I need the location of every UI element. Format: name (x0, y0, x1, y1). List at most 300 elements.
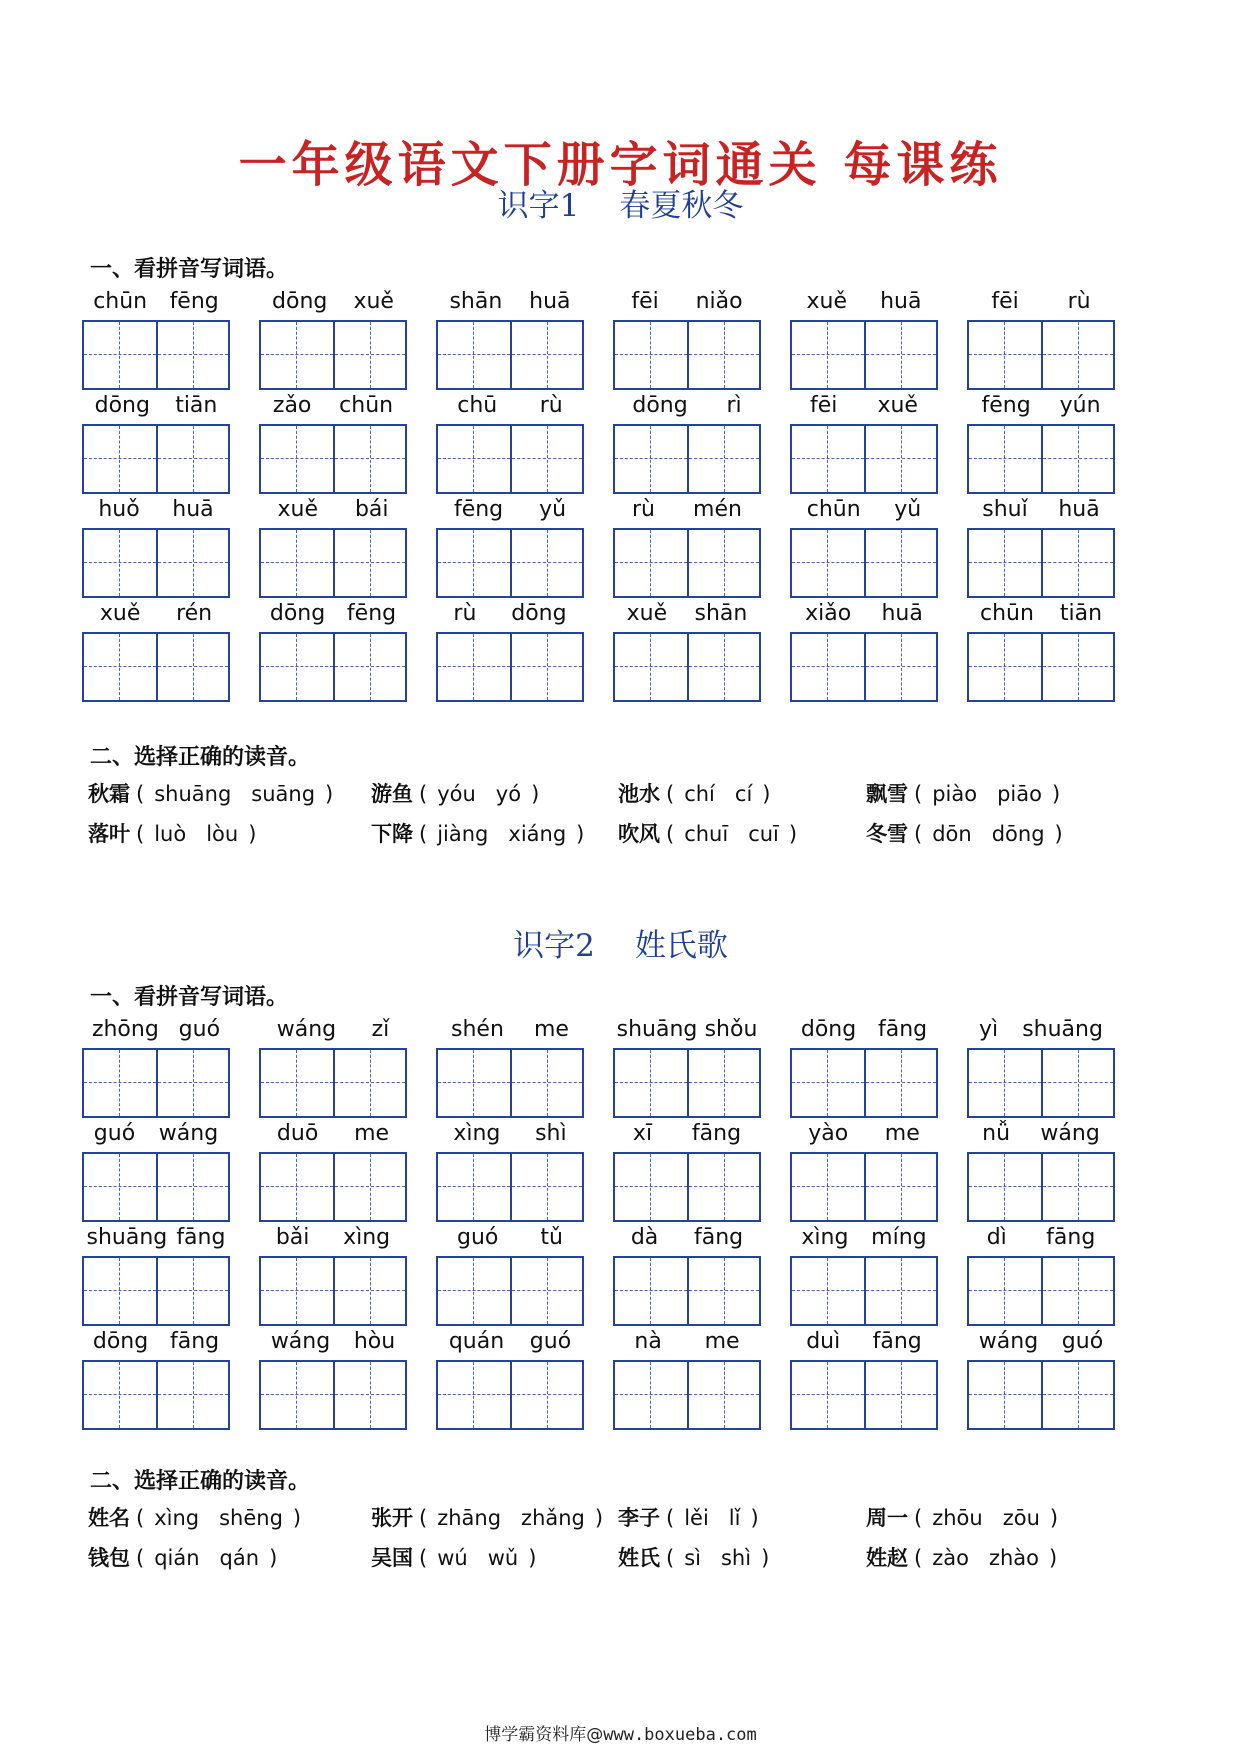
tianzige-cell[interactable] (84, 426, 156, 492)
choice-row (88, 818, 1148, 848)
pinyin-syllable: fēi (991, 288, 1019, 314)
pinyin-option[interactable]: sì (684, 1546, 701, 1570)
tianzige-cell[interactable] (510, 1154, 582, 1220)
writing-boxes[interactable] (967, 320, 1115, 390)
tianzige-cell[interactable] (969, 1362, 1041, 1428)
pinyin-option[interactable]: piào (932, 782, 978, 806)
tianzige-cell[interactable] (864, 634, 936, 700)
tianzige-cell[interactable] (156, 1050, 228, 1116)
tianzige-cell[interactable] (510, 634, 582, 700)
tianzige-cell[interactable] (687, 1258, 759, 1324)
tianzige-cell[interactable] (261, 530, 333, 596)
pinyin-syllable: xuě (99, 600, 141, 626)
writing-boxes[interactable] (82, 1048, 230, 1118)
tianzige-cell[interactable] (510, 1362, 582, 1428)
tianzige-cell[interactable] (333, 1258, 405, 1324)
word-item (259, 1222, 407, 1324)
tianzige-cell[interactable] (333, 426, 405, 492)
word-item (436, 598, 584, 700)
writing-boxes[interactable] (967, 1152, 1115, 1222)
choice-item: 吴国 ( wú wǔ ) (371, 1546, 537, 1570)
pinyin-syllable: me (704, 1328, 740, 1354)
tianzige-cell[interactable] (510, 426, 582, 492)
tianzige-cell[interactable] (615, 426, 687, 492)
tianzige-cell[interactable] (84, 1050, 156, 1116)
pinyin-label (259, 1014, 407, 1044)
word-item (82, 1014, 230, 1116)
tianzige-cell[interactable] (1041, 1362, 1113, 1428)
tianzige-cell[interactable] (510, 530, 582, 596)
pinyin-syllable: wáng (158, 1120, 219, 1146)
tianzige-cell[interactable] (864, 1258, 936, 1324)
writing-boxes[interactable] (82, 632, 230, 702)
tianzige-cell[interactable] (864, 322, 936, 388)
tianzige-cell[interactable] (261, 1258, 333, 1324)
pinyin-option[interactable]: zhào (988, 1546, 1040, 1570)
pinyin-syllable: dōng (632, 392, 688, 418)
pinyin-label (790, 1326, 938, 1356)
writing-boxes[interactable] (790, 1256, 938, 1326)
pinyin-label (259, 1118, 407, 1148)
pinyin-option[interactable]: luò (154, 822, 187, 846)
writing-boxes[interactable] (790, 1152, 938, 1222)
pinyin-syllable: tǔ (540, 1224, 563, 1250)
tianzige-cell[interactable] (615, 1258, 687, 1324)
footer-site: 博学霸资料库@ (484, 1725, 604, 1745)
pinyin-syllable: quán (448, 1328, 505, 1354)
choice-item: 游鱼 ( yóu yó ) (371, 782, 540, 806)
pinyin-option[interactable]: suāng (251, 782, 316, 806)
word-item (790, 1222, 938, 1324)
tianzige-cell[interactable] (438, 1050, 510, 1116)
pinyin-label (82, 1014, 230, 1044)
pinyin-label (82, 494, 230, 524)
pinyin-syllable: xuě (806, 288, 848, 314)
tianzige-cell[interactable] (687, 1154, 759, 1220)
tianzige-cell[interactable] (864, 1050, 936, 1116)
tianzige-cell[interactable] (438, 426, 510, 492)
pinyin-syllable: fēng (169, 288, 219, 314)
pinyin-option[interactable]: xìng (154, 1506, 200, 1530)
pinyin-syllable: shān (449, 288, 503, 314)
pinyin-syllable: mén (693, 496, 742, 522)
tianzige-cell[interactable] (333, 1154, 405, 1220)
writing-boxes[interactable] (967, 1360, 1115, 1430)
pinyin-syllable: chūn (339, 392, 394, 418)
pinyin-option[interactable]: piāo (997, 782, 1042, 806)
writing-boxes[interactable] (259, 320, 407, 390)
tianzige-cell[interactable] (792, 634, 864, 700)
pinyin-syllable: huā (880, 288, 922, 314)
pinyin-syllable: zǎo (272, 392, 312, 418)
pinyin-syllable: chūn (806, 496, 861, 522)
pinyin-option[interactable]: zào (932, 1546, 969, 1570)
writing-boxes[interactable] (259, 1152, 407, 1222)
pinyin-syllable: huā (881, 600, 923, 626)
pinyin-syllable: shuāng (616, 1016, 698, 1042)
tianzige-cell[interactable] (438, 1258, 510, 1324)
pinyin-option[interactable]: xiáng (508, 822, 567, 846)
writing-boxes[interactable] (967, 632, 1115, 702)
pinyin-syllable: yǔ (539, 496, 567, 522)
writing-boxes[interactable] (967, 1048, 1115, 1118)
pinyin-syllable: xuě (626, 600, 668, 626)
pinyin-label (967, 286, 1115, 316)
writing-boxes[interactable] (259, 1256, 407, 1326)
pinyin-label (613, 598, 761, 628)
tianzige-cell[interactable] (615, 634, 687, 700)
pinyin-syllable: me (533, 1016, 569, 1042)
writing-boxes[interactable] (259, 424, 407, 494)
tianzige-cell[interactable] (84, 530, 156, 596)
pinyin-option[interactable]: yó (495, 782, 522, 806)
word-item (259, 286, 407, 388)
pinyin-syllable: xìng (453, 1120, 501, 1146)
tianzige-cell[interactable] (687, 1362, 759, 1428)
tianzige-cell[interactable] (438, 530, 510, 596)
pinyin-syllable: dōng (94, 392, 150, 418)
tianzige-cell[interactable] (615, 530, 687, 596)
tianzige-cell[interactable] (156, 426, 228, 492)
pinyin-label (613, 1326, 761, 1356)
tianzige-cell[interactable] (156, 1258, 228, 1324)
pinyin-label (613, 1014, 761, 1044)
tianzige-cell[interactable] (261, 322, 333, 388)
tianzige-cell[interactable] (969, 634, 1041, 700)
tianzige-cell[interactable] (333, 322, 405, 388)
writing-boxes[interactable] (82, 528, 230, 598)
tianzige-cell[interactable] (969, 1154, 1041, 1220)
tianzige-cell[interactable] (615, 322, 687, 388)
tianzige-cell[interactable] (969, 1258, 1041, 1324)
pinyin-option[interactable]: zhāng (437, 1506, 502, 1530)
word-item (790, 494, 938, 596)
tianzige-cell[interactable] (792, 1050, 864, 1116)
pinyin-syllable: xī (632, 1120, 653, 1146)
pinyin-option[interactable]: lěi (684, 1506, 709, 1530)
pinyin-label (82, 598, 230, 628)
pinyin-syllable: chūn (93, 288, 148, 314)
choice-word: 姓赵 (866, 1546, 908, 1570)
tianzige-cell[interactable] (864, 1362, 936, 1428)
tianzige-cell[interactable] (333, 530, 405, 596)
tianzige-cell[interactable] (792, 1258, 864, 1324)
pinyin-label (259, 1326, 407, 1356)
writing-boxes[interactable] (259, 632, 407, 702)
tianzige-cell[interactable] (687, 634, 759, 700)
pinyin-option[interactable]: chuī (684, 822, 729, 846)
pinyin-syllable: fāng (1046, 1224, 1096, 1250)
pinyin-label (790, 1014, 938, 1044)
word-item (967, 1118, 1115, 1220)
tianzige-cell[interactable] (156, 1362, 228, 1428)
pinyin-option[interactable]: zōu (1002, 1506, 1040, 1530)
tianzige-cell[interactable] (1041, 1258, 1113, 1324)
tianzige-cell[interactable] (792, 530, 864, 596)
tianzige-cell[interactable] (792, 1154, 864, 1220)
writing-boxes[interactable] (436, 528, 584, 598)
lesson-2-name: 姓氏歌 (634, 928, 728, 964)
pinyin-label (436, 1222, 584, 1252)
pinyin-syllable: fēng (346, 600, 397, 626)
tianzige-cell[interactable] (687, 530, 759, 596)
tianzige-cell[interactable] (864, 426, 936, 492)
word-item (259, 1014, 407, 1116)
pinyin-syllable: guó (457, 1224, 499, 1250)
pinyin-label (613, 494, 761, 524)
writing-boxes[interactable] (82, 320, 230, 390)
pinyin-syllable: wáng (276, 1016, 337, 1042)
writing-boxes[interactable] (436, 1256, 584, 1326)
pinyin-label (436, 1118, 584, 1148)
pinyin-label (967, 1118, 1115, 1148)
writing-boxes[interactable] (82, 424, 230, 494)
pinyin-option[interactable]: shì (720, 1546, 752, 1570)
tianzige-cell[interactable] (438, 322, 510, 388)
writing-boxes[interactable] (790, 528, 938, 598)
pinyin-syllable: me (884, 1120, 920, 1146)
choice-item: 秋霜 ( shuāng suāng ) (88, 782, 334, 806)
pinyin-label (790, 494, 938, 524)
writing-boxes[interactable] (790, 320, 938, 390)
pinyin-option[interactable]: qián (154, 1546, 200, 1570)
pinyin-label (82, 390, 230, 420)
tianzige-cell[interactable] (969, 530, 1041, 596)
pinyin-syllable: xuě (353, 288, 394, 314)
writing-boxes[interactable] (82, 1360, 230, 1430)
writing-boxes[interactable] (436, 320, 584, 390)
pinyin-option[interactable]: yóu (437, 782, 476, 806)
pinyin-syllable: yào (808, 1120, 849, 1146)
writing-boxes[interactable] (613, 320, 761, 390)
tianzige-cell[interactable] (438, 1362, 510, 1428)
pinyin-option[interactable]: dōn (932, 822, 972, 846)
pinyin-syllable: fāng (694, 1224, 744, 1250)
pinyin-option[interactable]: shēng (219, 1506, 283, 1530)
writing-boxes[interactable] (436, 424, 584, 494)
tianzige-cell[interactable] (969, 322, 1041, 388)
tianzige-cell[interactable] (156, 1154, 228, 1220)
tianzige-cell[interactable] (438, 1154, 510, 1220)
pinyin-syllable: dōng (272, 288, 328, 314)
tianzige-cell[interactable] (156, 322, 228, 388)
tianzige-cell[interactable] (84, 634, 156, 700)
choice-item: 冬雪 ( dōn dōng ) (866, 822, 1063, 846)
writing-boxes[interactable] (967, 1256, 1115, 1326)
pinyin-label (436, 1326, 584, 1356)
tianzige-cell[interactable] (615, 1050, 687, 1116)
tianzige-cell[interactable] (156, 634, 228, 700)
tianzige-cell[interactable] (615, 1362, 687, 1428)
tianzige-cell[interactable] (1041, 1154, 1113, 1220)
writing-boxes[interactable] (613, 424, 761, 494)
writing-boxes[interactable] (259, 528, 407, 598)
pinyin-label (259, 390, 407, 420)
pinyin-option[interactable]: lǐ (728, 1506, 741, 1530)
pinyin-syllable: dōng (511, 600, 567, 626)
writing-boxes[interactable] (967, 424, 1115, 494)
word-item (82, 598, 230, 700)
tianzige-cell[interactable] (333, 634, 405, 700)
word-item (967, 286, 1115, 388)
pinyin-label (259, 598, 407, 628)
pinyin-label (436, 494, 584, 524)
pinyin-syllable: me (354, 1120, 390, 1146)
writing-boxes[interactable] (790, 1048, 938, 1118)
word-item (436, 1118, 584, 1220)
footer (0, 1720, 1241, 1745)
tianzige-cell[interactable] (615, 1154, 687, 1220)
lesson-1-section-2-heading: 二、选择正确的读音。 (90, 745, 311, 770)
tianzige-cell[interactable] (792, 322, 864, 388)
tianzige-cell[interactable] (864, 530, 936, 596)
pinyin-syllable: bǎi (275, 1224, 310, 1250)
tianzige-cell[interactable] (84, 322, 156, 388)
word-item (613, 390, 761, 492)
word-item (613, 286, 761, 388)
pinyin-option[interactable]: lòu (206, 822, 239, 846)
tianzige-cell[interactable] (333, 1050, 405, 1116)
writing-boxes[interactable] (259, 1360, 407, 1430)
pinyin-option[interactable]: chí (684, 782, 715, 806)
pinyin-option[interactable]: cí (734, 782, 753, 806)
pinyin-label (967, 1326, 1115, 1356)
pinyin-syllable: rù (632, 496, 656, 522)
writing-boxes[interactable] (259, 1048, 407, 1118)
pinyin-syllable: guó (93, 1120, 136, 1146)
tianzige-cell[interactable] (1041, 426, 1113, 492)
pinyin-syllable: xuě (277, 496, 318, 522)
pinyin-option[interactable]: shuāng (154, 782, 232, 806)
pinyin-syllable: chū (457, 392, 498, 418)
writing-boxes[interactable] (436, 632, 584, 702)
choice-row (88, 778, 1148, 808)
pinyin-label (436, 598, 584, 628)
word-item (967, 494, 1115, 596)
pinyin-option[interactable]: wǔ (487, 1546, 519, 1570)
pinyin-option[interactable]: zhǎng (521, 1506, 585, 1530)
choice-row (88, 1502, 1148, 1532)
pinyin-label (613, 390, 761, 420)
choice-word: 落叶 (88, 822, 130, 846)
writing-boxes[interactable] (613, 528, 761, 598)
pinyin-syllable: yǔ (894, 496, 922, 522)
word-item (613, 1326, 761, 1428)
choice-word: 下降 (371, 822, 413, 846)
writing-boxes[interactable] (613, 632, 761, 702)
word-item (967, 390, 1115, 492)
tianzige-cell[interactable] (261, 1154, 333, 1220)
pinyin-option[interactable]: qán (219, 1546, 260, 1570)
word-item (967, 1014, 1115, 1116)
tianzige-cell[interactable] (261, 1050, 333, 1116)
tianzige-cell[interactable] (792, 1362, 864, 1428)
writing-boxes[interactable] (436, 1360, 584, 1430)
writing-boxes[interactable] (790, 1360, 938, 1430)
tianzige-cell[interactable] (864, 1154, 936, 1220)
tianzige-cell[interactable] (687, 1050, 759, 1116)
tianzige-cell[interactable] (687, 426, 759, 492)
writing-boxes[interactable] (790, 632, 938, 702)
pinyin-syllable: rù (539, 392, 563, 418)
pinyin-option[interactable]: jiàng (437, 822, 489, 846)
tianzige-cell[interactable] (261, 1362, 333, 1428)
pinyin-syllable: fēng (981, 392, 1031, 418)
pinyin-syllable: rù (453, 600, 477, 626)
tianzige-cell[interactable] (1041, 1050, 1113, 1116)
word-item (967, 598, 1115, 700)
pinyin-syllable: shuǐ (982, 496, 1028, 522)
pinyin-syllable: xìng (801, 1224, 849, 1250)
tianzige-cell[interactable] (438, 634, 510, 700)
tianzige-cell[interactable] (510, 1258, 582, 1324)
pinyin-syllable: fāng (872, 1328, 922, 1354)
writing-boxes[interactable] (82, 1256, 230, 1326)
pinyin-option[interactable]: dōng (991, 822, 1045, 846)
tianzige-cell[interactable] (156, 530, 228, 596)
choice-word: 冬雪 (866, 822, 908, 846)
pinyin-option[interactable]: zhōu (932, 1506, 983, 1530)
tianzige-cell[interactable] (333, 1362, 405, 1428)
tianzige-cell[interactable] (84, 1154, 156, 1220)
pinyin-syllable: zhōng (91, 1016, 159, 1042)
lesson-2-title (0, 920, 1241, 965)
pinyin-option[interactable]: wú (437, 1546, 468, 1570)
word-item (613, 1014, 761, 1116)
pinyin-syllable: míng (871, 1224, 927, 1250)
writing-boxes[interactable] (613, 1048, 761, 1118)
tianzige-cell[interactable] (1041, 634, 1113, 700)
pinyin-label (790, 598, 938, 628)
tianzige-cell[interactable] (792, 426, 864, 492)
writing-boxes[interactable] (436, 1048, 584, 1118)
word-item (790, 1118, 938, 1220)
pinyin-syllable: shǒu (704, 1016, 758, 1042)
pinyin-syllable: xìng (343, 1224, 391, 1250)
tianzige-cell[interactable] (969, 1050, 1041, 1116)
tianzige-cell[interactable] (1041, 530, 1113, 596)
tianzige-cell[interactable] (969, 426, 1041, 492)
writing-boxes[interactable] (790, 424, 938, 494)
tianzige-cell[interactable] (510, 322, 582, 388)
pinyin-label (790, 286, 938, 316)
writing-boxes[interactable] (613, 1256, 761, 1326)
pinyin-label (82, 1222, 230, 1252)
word-item (790, 286, 938, 388)
writing-boxes[interactable] (613, 1360, 761, 1430)
lesson-1-label: 识字1 (497, 188, 580, 224)
tianzige-cell[interactable] (84, 1258, 156, 1324)
tianzige-cell[interactable] (687, 322, 759, 388)
pinyin-label (259, 494, 407, 524)
writing-boxes[interactable] (436, 1152, 584, 1222)
tianzige-cell[interactable] (1041, 322, 1113, 388)
writing-boxes[interactable] (613, 1152, 761, 1222)
tianzige-cell[interactable] (84, 1362, 156, 1428)
choice-item: 周一 ( zhōu zōu ) (866, 1506, 1059, 1530)
writing-boxes[interactable] (967, 528, 1115, 598)
writing-boxes[interactable] (82, 1152, 230, 1222)
pinyin-label (82, 286, 230, 316)
word-item (259, 494, 407, 596)
word-item (613, 494, 761, 596)
word-item (259, 598, 407, 700)
tianzige-cell[interactable] (510, 1050, 582, 1116)
pinyin-option[interactable]: cuī (748, 822, 779, 846)
tianzige-cell[interactable] (261, 634, 333, 700)
tianzige-cell[interactable] (261, 426, 333, 492)
pinyin-syllable: guó (178, 1016, 221, 1042)
